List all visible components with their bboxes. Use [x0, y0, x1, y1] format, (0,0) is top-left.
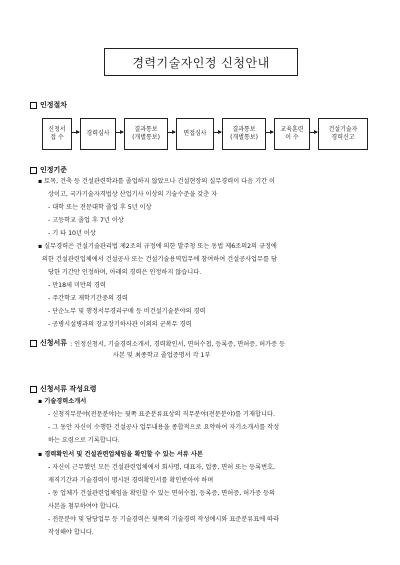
flow-arrow	[167, 132, 175, 133]
procedure-flowchart	[42, 118, 387, 152]
guide-sub1: ▪ 기술경력소개서	[38, 398, 87, 405]
guide-sub2-item: - 동 업체가 건설관련업체임을 확인할 수 있는 면허수첩, 등록증, 면허증, 허가증 등의	[48, 490, 276, 497]
documents-line1: : 인정신청서, 기술경력소개서, 경력확인서, 면허수첩, 등록증, 면허증, 허가증 등	[70, 340, 285, 348]
square-bullet-icon	[30, 167, 37, 174]
documents-heading-text: 신청서류	[40, 339, 68, 347]
documents-line2: 사본 및 최종학교 졸업증명서 각 1부	[113, 352, 211, 359]
guide-sub1-item: - 신청직무분야(전문분야)는 뒷쪽 표준분류표상의 직무분야(전문분야)를 기재합니다.	[48, 411, 275, 418]
flow-arrow	[265, 132, 273, 133]
guide-sub2-item: 사본을 첨부하여야 합니다.	[48, 503, 120, 510]
flow-step-interview: 면접심사	[176, 118, 214, 150]
criteria-item: - 고등학교 졸업 후 7년 이상	[48, 217, 124, 224]
criteria-exclusion-item: - 단순노무 및 행정서무경리구매 등 비건설기술분야의 경력	[48, 308, 206, 315]
procedure-heading-text: 인정절차	[40, 101, 68, 109]
criteria-heading	[30, 165, 67, 175]
page-title-text: 경력기술자인정 신청안내	[132, 55, 270, 70]
criteria-exclusion-item: - 주간학교 재학기간중의 경력	[48, 295, 128, 302]
criteria-item: - 대학 또는 전문대학 졸업 후 5년 이상	[48, 204, 152, 211]
criteria-bullet2-line2: 의한 건설관련업체에서 건설공사 또는 건설기술용역업무에 참여하여 건설공사업무를 담	[42, 256, 277, 263]
guide-sub2-item: - 전문분야 및 담당업무 등 기술경력은 뒷쪽의 기술경력 작성예시와 표준분류표에 따라	[48, 516, 280, 523]
documents-heading	[30, 338, 285, 348]
guide-sub1-item: - 그 동안 자신이 수행한 건설공사 업무내용을 종합적으로 요약하여 자기소개서를 작성	[48, 424, 280, 431]
criteria-bullet2-line1: ▪ 실무경력은 건설기술관리법 제2조의 규정에 의한 발주청 또는 동법 제6조의2의 규정에	[38, 243, 277, 250]
criteria-bullet1-line2: 상이고, 국가기술자격법상 산업기사 이상의 기술수준을 갖춘 자	[48, 191, 218, 198]
flow-step-result-notice-2: 결과통보 (개별통보)	[222, 118, 266, 150]
guide-sub2-item: 작성해야 합니다.	[48, 529, 94, 536]
guide-sub2-item: 재직기간과 기술경력이 명시된 경력확인서를 확인받아야 하며	[48, 477, 214, 484]
criteria-heading-text: 인정기준	[40, 166, 68, 174]
flow-step-application: 신청서 접 수	[42, 118, 72, 150]
square-bullet-icon	[30, 102, 37, 109]
flow-step-career-report: 건설기술자 경력신고	[318, 118, 368, 150]
guide-heading	[30, 384, 97, 394]
square-bullet-icon	[30, 340, 37, 347]
guide-heading-text: 신청서류 작성요령	[40, 385, 97, 393]
flow-step-training: 교육훈련 이 수	[274, 118, 310, 150]
guide-sub2-item: - 자신이 근무했던 모든 건설관련업체에서 회사명, 대표자, 업종, 면허 또는 등록번호,	[48, 464, 276, 471]
guide-sub2: ▪ 경력확인서 및 건설관련업체임을 확인할 수 있는 서류 사본	[38, 451, 203, 458]
flow-arrow	[71, 132, 79, 133]
flow-step-result-notice-1: 결과통보 (개별통보)	[124, 118, 168, 150]
page-title	[104, 48, 298, 76]
criteria-bullet1-line1: ▪ 토목, 건축 등 건설관련학과를 졸업하지 않았으나 건설현장의 실무경력이 다음 기간 이	[38, 178, 275, 185]
flow-arrow	[213, 132, 221, 133]
flow-step-career-review: 경력심사	[80, 118, 116, 150]
criteria-exclusion-item: - 공병시설병과의 장교장기하사관 이외의 군복무 경력	[48, 321, 192, 328]
flow-arrow	[115, 132, 123, 133]
guide-sub1-item: 하는 요령으로 기록합니다.	[48, 437, 120, 444]
criteria-bullet2-line3: 당한 기간만 인정하며, 아래의 경력은 인정하지 않습니다.	[48, 269, 202, 276]
criteria-item: - 기 타 10년 이상	[48, 230, 96, 237]
procedure-heading	[30, 100, 67, 110]
criteria-exclusion-item: - 만18세 미만의 경력	[48, 282, 106, 289]
square-bullet-icon	[30, 386, 37, 393]
flow-arrow	[309, 132, 317, 133]
